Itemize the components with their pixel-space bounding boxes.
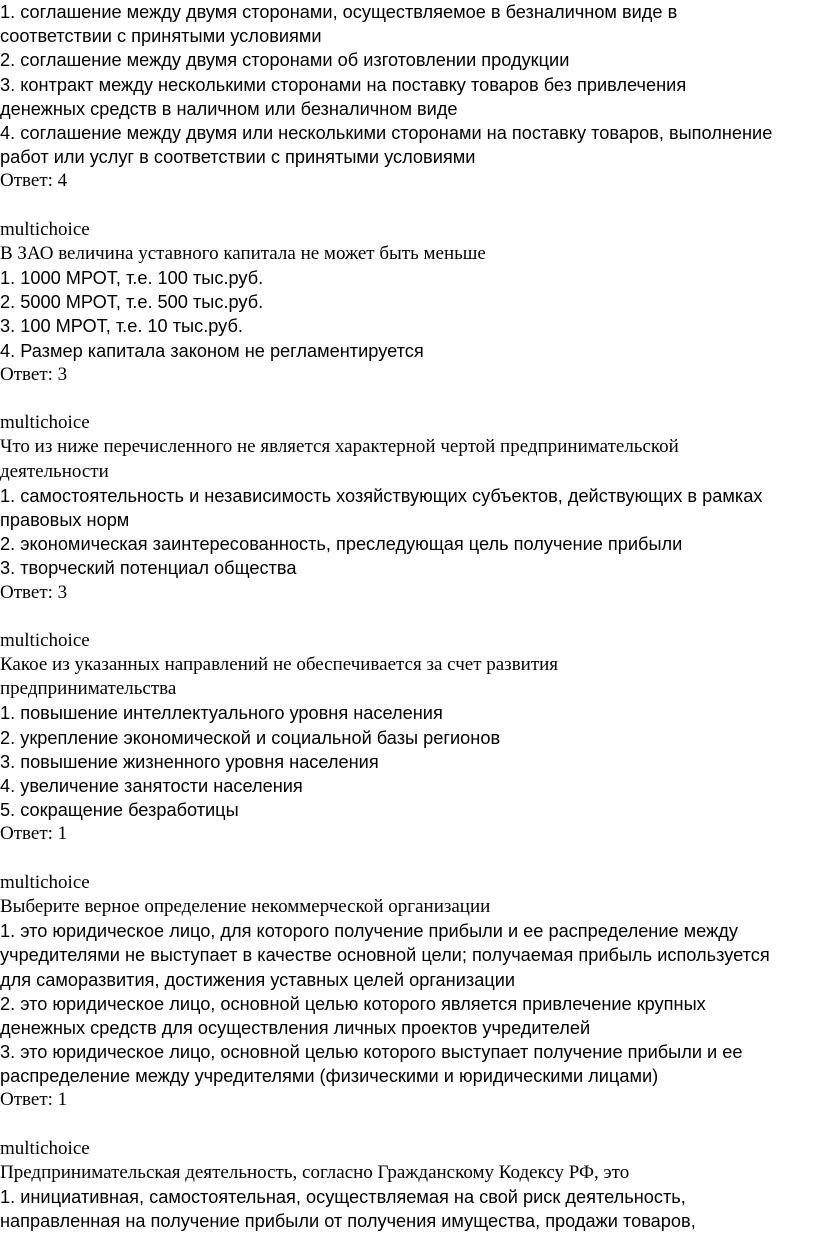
option-1: [0, 484, 816, 532]
option-line: 1. повышение интеллектуального уровня населения: [0, 703, 443, 724]
lead-option-4: [0, 121, 816, 169]
question-text: Выберите верное определение некоммерческой организации: [0, 895, 491, 917]
option-line: 1. самостоятельность и независимость хозяйствующих субъектов, действующих в рамках: [0, 485, 763, 506]
option-line: распределение между учредителями (физическими и юридическими лицами): [0, 1066, 659, 1087]
option-1: [0, 1185, 816, 1233]
option-line: 3. контракт между несколькими сторонами на поставку товаров без привлечения: [0, 74, 687, 95]
question-spacer: [0, 605, 816, 629]
option-line: денежных средств в наличном или безналичном виде: [0, 98, 458, 119]
option-1: [0, 701, 816, 725]
question-text: деятельности: [0, 460, 109, 482]
option-line: денежных средств для осуществления личных проектов учредителей: [0, 1017, 591, 1038]
answer-line: Ответ: 3: [0, 363, 68, 385]
option-line: 5. сокращение безработицы: [0, 800, 239, 821]
lead-block: [0, 0, 816, 194]
option-line: для саморазвития, достижения уставных целей организации: [0, 969, 516, 990]
option-line: 3. повышение жизненного уровня населения: [0, 751, 379, 772]
answer-line: Ответ: 3: [0, 581, 68, 603]
question-text: Что из ниже перечисленного не является характерной чертой предпринимательской: [0, 436, 679, 458]
option-line: соответствии с принятыми условиями: [0, 26, 322, 47]
lead-option-1: [0, 0, 816, 48]
option-line: правовых норм: [0, 509, 130, 530]
option-4: [0, 774, 816, 798]
option-line: 2. укрепление экономической и социальной базы регионов: [0, 727, 501, 748]
option-line: 1. 1000 МРОТ, т.е. 100 тыс.руб.: [0, 268, 264, 289]
question-block: [0, 411, 816, 605]
question-text: В ЗАО величина уставного капитала не может быть меньше: [0, 242, 486, 264]
questions-list: [0, 194, 816, 1234]
option-line: 3. 100 МРОТ, т.е. 10 тыс.руб.: [0, 316, 243, 337]
option-line: 3. творческий потенциал общества: [0, 558, 297, 579]
answer-line: Ответ: 1: [0, 1089, 68, 1111]
option-line: 4. увеличение занятости населения: [0, 776, 303, 796]
option-line: 4. Размер капитала законом не регламентируется: [0, 340, 424, 361]
question-block: [0, 1137, 816, 1234]
option-2: [0, 726, 816, 750]
option-3: [0, 750, 816, 774]
question-block: [0, 218, 816, 387]
answer-line: Ответ: 4: [0, 170, 68, 192]
question-type: multichoice: [0, 871, 90, 893]
option-line: 2. 5000 МРОТ, т.е. 500 тыс.руб.: [0, 292, 264, 313]
option-5: [0, 798, 816, 822]
option-3: [0, 314, 816, 338]
option-line: 1. инициативная, самостоятельная, осуществляемая на свой риск деятельность,: [0, 1187, 686, 1208]
option-2: [0, 532, 816, 556]
question-spacer: [0, 847, 816, 871]
option-line: 2. это юридическое лицо, основной целью которого является привлечение крупных: [0, 993, 706, 1014]
question-text: предпринимательства: [0, 678, 177, 700]
option-line: 2. соглашение между двумя сторонами об изготовлении продукции: [0, 50, 570, 71]
option-line: 3. это юридическое лицо, основной целью которого выступает получение прибыли и ее: [0, 1042, 743, 1063]
question-type: multichoice: [0, 1137, 90, 1159]
option-2: [0, 992, 816, 1040]
question-block: [0, 871, 816, 1113]
question-block: [0, 629, 816, 847]
option-2: [0, 290, 816, 314]
option-1: [0, 919, 816, 992]
lead-option-2: [0, 48, 816, 72]
option-4: [0, 339, 816, 363]
option-line: учредителями не выступает в качестве основной цели; получаемая прибыль используется: [0, 945, 770, 966]
option-line: 4. соглашение между двумя или несколькими сторонами на поставку товаров, выполнение: [0, 122, 773, 143]
option-1: [0, 266, 816, 290]
question-type: multichoice: [0, 218, 90, 240]
answer-line: Ответ: 1: [0, 823, 68, 845]
option-line: работ или услуг в соответствии с принятыми условиями: [0, 147, 476, 168]
question-spacer: [0, 194, 816, 218]
question-type: multichoice: [0, 412, 90, 434]
option-line: 1. это юридическое лицо, для которого получение прибыли и ее распределение между: [0, 921, 738, 942]
option-line: 1. соглашение между двумя сторонами, осуществляемое в безналичном виде в: [0, 2, 678, 22]
question-text: Предпринимательская деятельность, согласно Гражданскому Кодексу РФ, это: [0, 1162, 630, 1183]
lead-option-3: [0, 73, 816, 121]
question-type: multichoice: [0, 629, 90, 651]
option-3: [0, 1040, 816, 1088]
question-spacer: [0, 387, 816, 411]
option-line: 2. экономическая заинтересованность, преследующая цель получение прибыли: [0, 534, 683, 555]
question-text: Какое из указанных направлений не обеспечивается за счет развития: [0, 654, 559, 676]
option-3: [0, 556, 816, 580]
option-line: направленная на получение прибыли от получения имущества, продажи товаров,: [0, 1211, 696, 1232]
question-spacer: [0, 1113, 816, 1137]
